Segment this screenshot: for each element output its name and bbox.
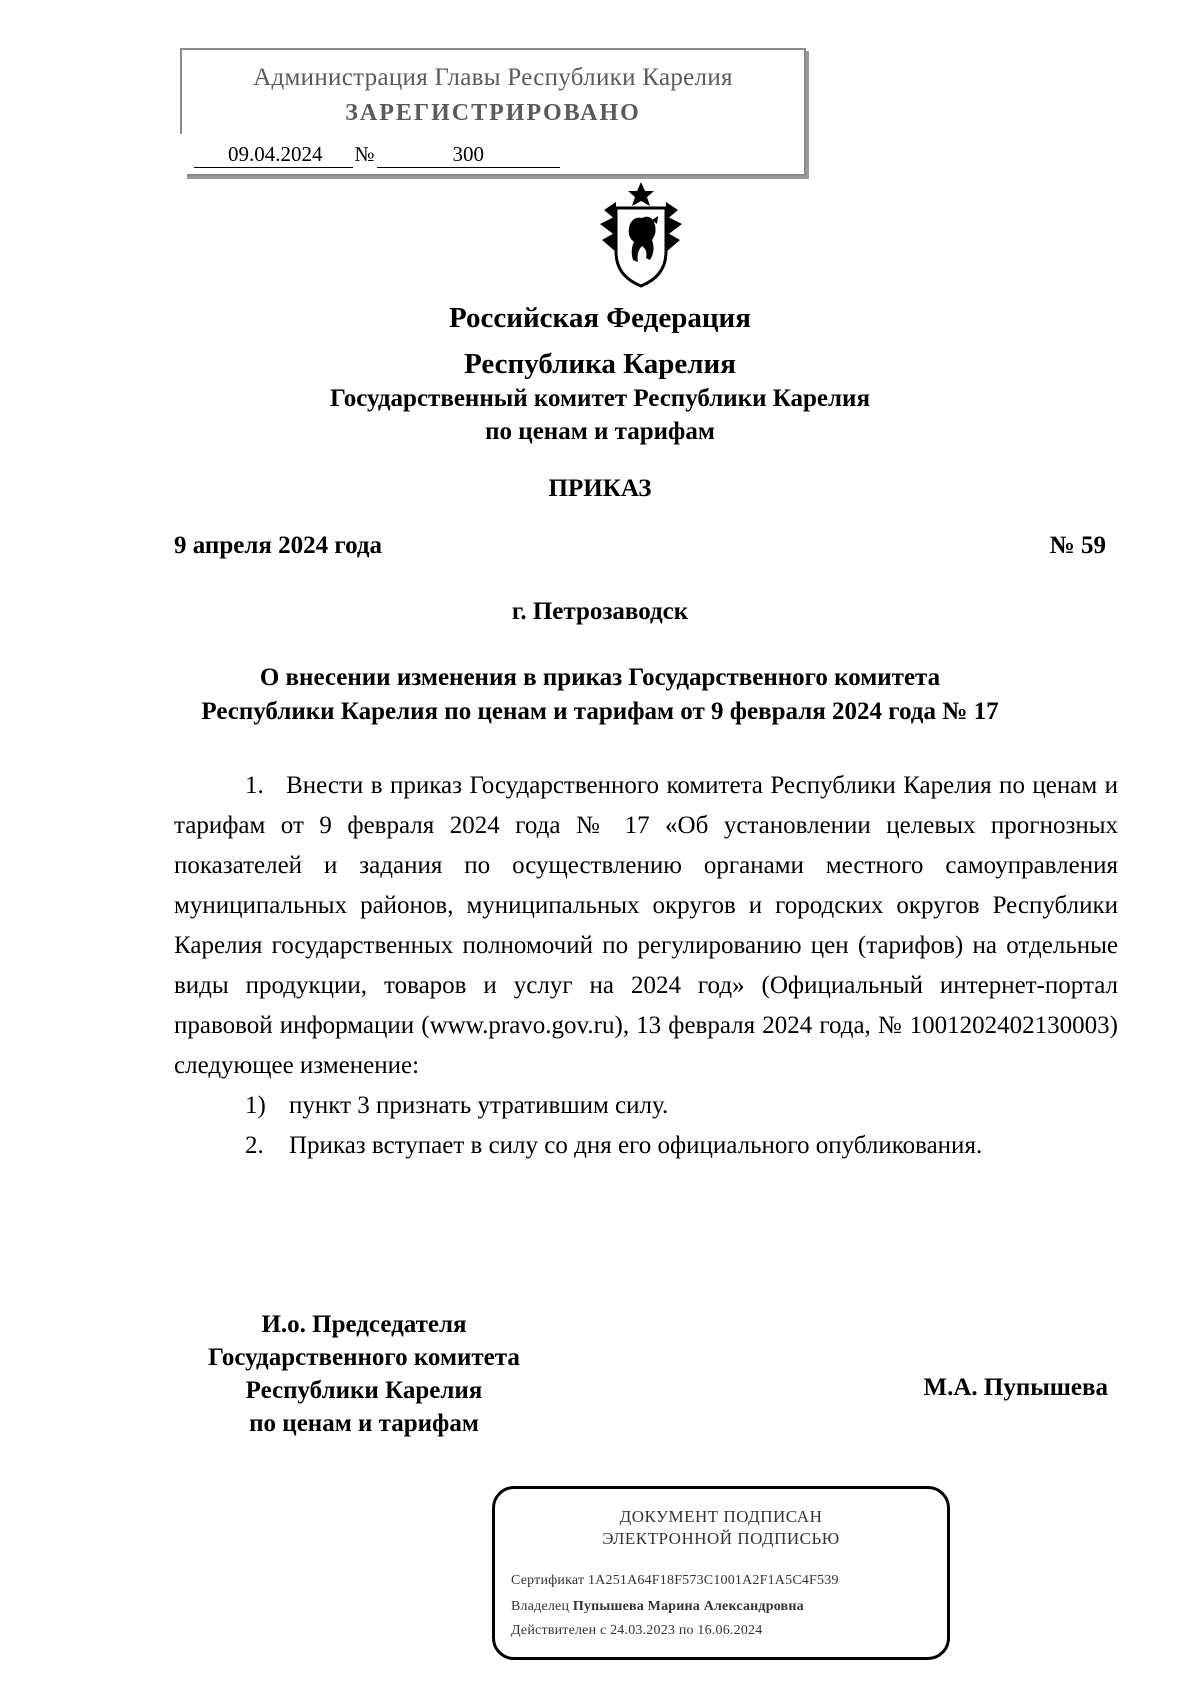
order-date: 9 апреля 2024 года (174, 532, 383, 559)
esig-certificate-label: Сертификат (511, 1573, 585, 1588)
signatory-name: М.А. Пупышева (923, 1374, 1108, 1401)
esig-certificate: 1A251A64F18F573C1001A2F1A5C4F539 (587, 1573, 839, 1588)
header-republic: Республика Карелия (464, 348, 736, 380)
esig-owner: Пупышева Марина Александровна (572, 1599, 804, 1614)
subject-line1: О внесении изменения в приказ Государственного комитета (259, 664, 941, 691)
subitem-1-text: пункт 3 признать утратившим силу. (289, 1092, 669, 1119)
signatory-title (174, 1308, 554, 1440)
signatory-title-line4: по ценам и тарифам (249, 1410, 479, 1437)
signatory-title-line3: Республики Карелия (245, 1377, 483, 1404)
order-number: № 59 (1049, 532, 1106, 559)
esig-valid-to-label: по (678, 1623, 694, 1638)
subitem-1-number: 1) (245, 1092, 266, 1119)
signatory-title-line2: Государственного комитета (208, 1344, 520, 1371)
header-committee-line2: по ценам и тарифам (485, 418, 715, 445)
stamp-number-label: № (354, 142, 375, 166)
subject-line2: Республики Карелия по ценам и тарифам от 9 февраля 2024 года № 17 (201, 698, 999, 725)
karelia-coat-of-arms-icon (596, 180, 686, 290)
esig-title-line1: ДОКУМЕНТ ПОДПИСАН (619, 1507, 823, 1526)
esig-certificate-row (511, 1573, 839, 1589)
electronic-signature-stamp (492, 1486, 950, 1660)
order-body (174, 766, 1118, 1166)
esig-validity-row (511, 1623, 762, 1639)
esig-owner-label: Владелец (511, 1599, 570, 1614)
stamp-registration-row (194, 142, 560, 168)
esig-valid-label: Действителен с (511, 1623, 607, 1638)
stamp-number: 300 (377, 142, 561, 168)
esig-valid-to: 16.06.2024 (697, 1623, 763, 1638)
stamp-organization: Администрация Главы Республики Карелия (253, 64, 733, 91)
item-2-text: Приказ вступает в силу со дня его официального опубликования. (289, 1132, 983, 1159)
signatory-title-line1: И.о. Председателя (261, 1311, 467, 1338)
item-2 (174, 1126, 1118, 1166)
registration-stamp (180, 48, 806, 176)
order-city: г. Петрозаводск (511, 598, 689, 625)
esig-title-line2: ЭЛЕКТРОННОЙ ПОДПИСЬЮ (602, 1529, 840, 1548)
item-2-number: 2. (245, 1132, 264, 1159)
header-country: Российская Федерация (449, 302, 751, 334)
doc-type-title: ПРИКАЗ (548, 475, 652, 502)
stamp-status: ЗАРЕГИСТРИРОВАНО (345, 100, 641, 126)
stamp-date: 09.04.2024 (194, 142, 353, 168)
header-committee-line1: Государственный комитет Республики Карелия (330, 385, 870, 412)
esig-valid-from: 24.03.2023 (610, 1623, 676, 1638)
paragraph-1: 1. Внести в приказ Государственного комитета Республики Карелия по ценам и тарифам от 9 февраля 2024 года № 17 «Об установлении целевых прогнозных показателей и задания по осуществлению органами местного самоуправления муниципальных районов, муниципальных округов и городских округов Республики Карелия государственных полномочий по регулированию цен (тарифов) на отдельные виды продукции, товаров и услуг на 2024 год» (Официальный интернет-портал правовой информации (www.pravo.gov.ru), 13 февраля 2024 года, № 1001202402130003) следующее изменение: (174, 772, 1118, 1079)
subitem-1 (174, 1086, 1118, 1126)
esig-owner-row (511, 1599, 804, 1615)
